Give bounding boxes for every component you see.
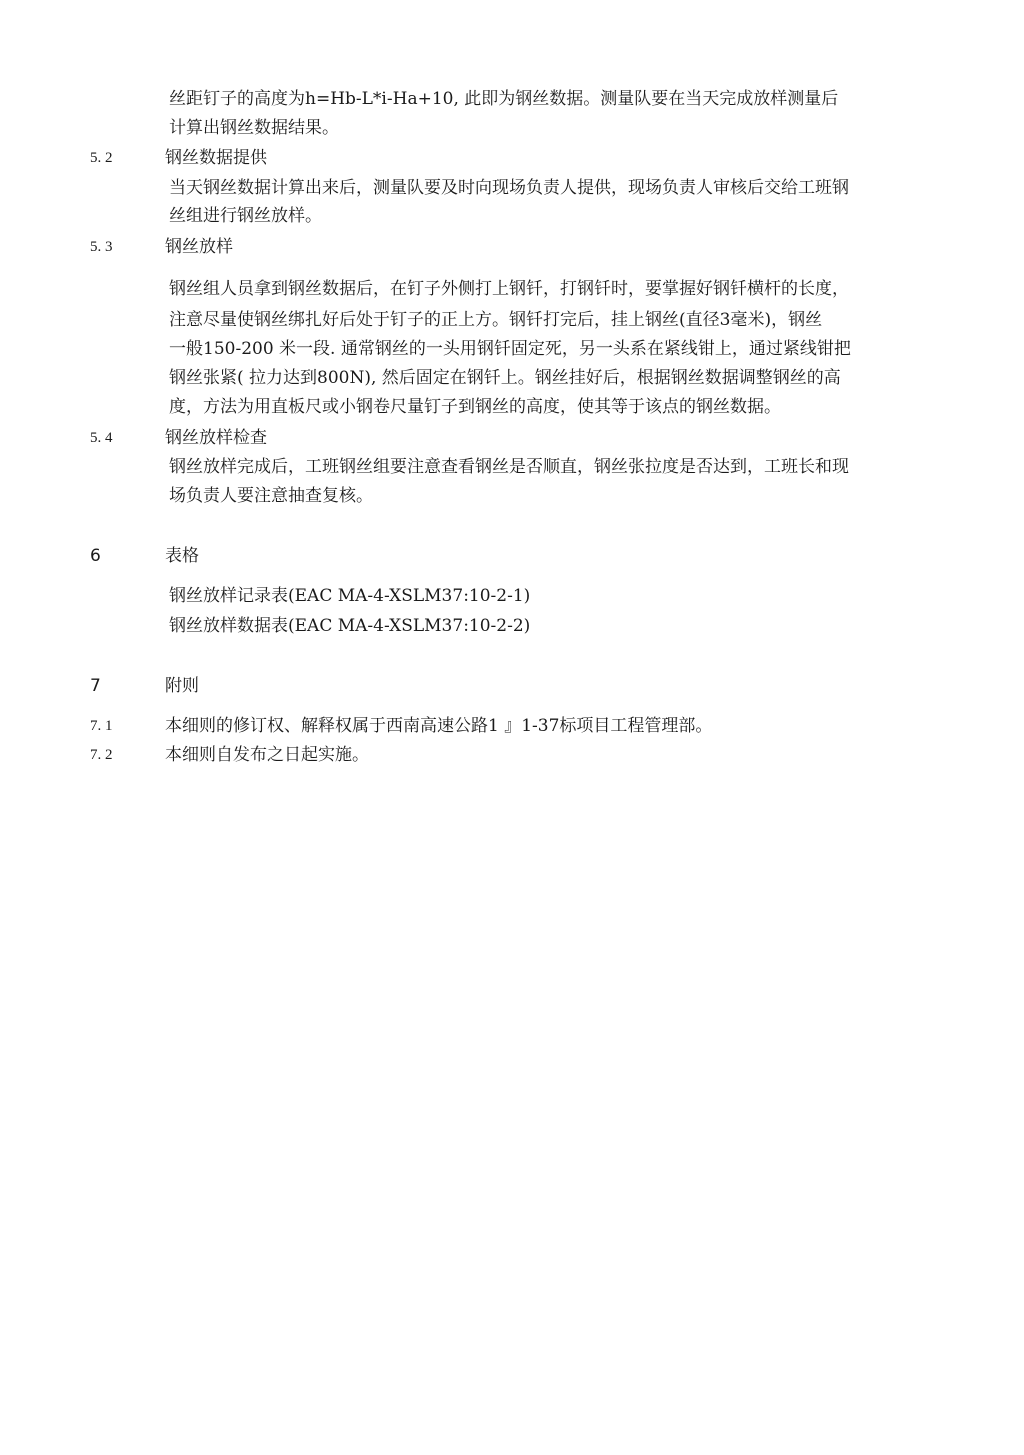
paragraph-line: 丝组进行钢丝放样。	[169, 206, 322, 226]
paragraph-line: 钢丝组人员拿到钢丝数据后，在钉子外侧打上钢钎，打钢钎时，要掌握好钢钎横杆的长度，	[169, 279, 849, 299]
paragraph-line: 丝距钉子的高度为h=Hb-L*i-Ha+10, 此即为钢丝数据。测量队要在当天完成放样测量后	[169, 89, 839, 109]
section-number: 7. 1	[90, 718, 113, 734]
clause-text: 本细则自发布之日起实施。	[165, 745, 369, 765]
section-title: 钢丝放样	[165, 237, 233, 257]
form-reference: 钢丝放样数据表(EAC MA-4-XSLM37:10-2-2)	[169, 616, 531, 636]
section-number: 7	[90, 676, 101, 696]
section-title: 表格	[165, 546, 199, 566]
section-number: 7. 2	[90, 747, 113, 763]
paragraph-line: 注意尽量使钢丝绑扎好后处于钉子的正上方。钢钎打完后，挂上钢丝(直径3毫米)，钢丝	[169, 310, 823, 330]
clause-text: 本细则的修订权、解释权属于西南高速公路1 』1-37标项目工程管理部。	[165, 716, 713, 736]
paragraph-line: 一般150-200 米一段. 通常钢丝的一头用钢钎固定死，另一头系在紧线钳上，通过紧线钳把	[169, 339, 851, 359]
paragraph-line: 场负责人要注意抽查复核。	[169, 486, 373, 506]
paragraph-line: 钢丝放样完成后，工班钢丝组要注意查看钢丝是否顺直，钢丝张拉度是否达到，工班长和现	[169, 457, 849, 477]
form-reference: 钢丝放样记录表(EAC MA-4-XSLM37:10-2-1)	[169, 586, 531, 606]
paragraph-line: 当天钢丝数据计算出来后，测量队要及时向现场负责人提供，现场负责人审核后交给工班钢	[169, 178, 849, 198]
paragraph-line: 度，方法为用直板尺或小钢卷尺量钉子到钢丝的高度，使其等于该点的钢丝数据。	[169, 397, 781, 417]
section-number: 6	[90, 546, 101, 566]
section-title: 钢丝数据提供	[165, 148, 267, 168]
section-number: 5. 4	[90, 430, 113, 446]
section-number: 5. 3	[90, 239, 113, 255]
paragraph-line: 钢丝张紧( 拉力达到800N), 然后固定在钢钎上。钢丝挂好后，根据钢丝数据调整钢丝的高	[169, 368, 841, 388]
section-title: 钢丝放样检查	[165, 428, 267, 448]
section-number: 5. 2	[90, 150, 113, 166]
paragraph-line: 计算出钢丝数据结果。	[169, 118, 339, 138]
section-title: 附则	[165, 676, 199, 696]
